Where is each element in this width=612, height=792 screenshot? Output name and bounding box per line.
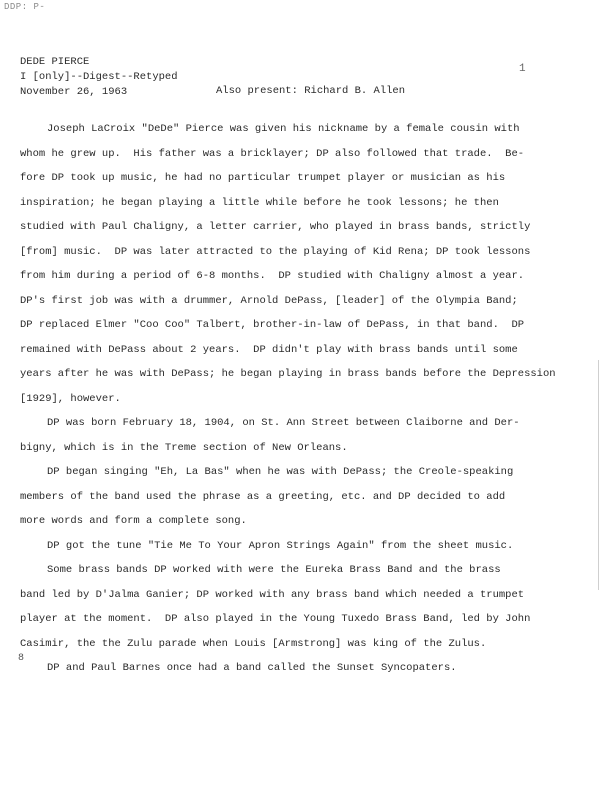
body-line: remained with DePass about 2 years. DP didn't play with brass bands until some	[20, 343, 518, 356]
body-line: fore DP took up music, he had no particular trumpet player or musician as his	[20, 172, 506, 184]
body-line: members of the band used the phrase as a greeting, etc. and DP decided to add	[20, 490, 506, 503]
body-line: [1929], however.	[20, 392, 121, 405]
body-line: DP replaced Elmer "Coo Coo" Talbert, brother-in-law of DePass, in that band. DP	[20, 319, 525, 331]
body-line: DP and Paul Barnes once had a band called the Sunset Syncopaters.	[47, 662, 457, 674]
body-line: player at the moment. DP also played in the Young Tuxedo Brass Band, led by John	[20, 613, 531, 625]
header-date: November 26, 1963	[20, 86, 128, 98]
scan-edge-line	[598, 360, 599, 590]
body-text	[20, 122, 556, 686]
body-line: DP began singing "Eh, La Bas" when he was with DePass; the Creole-speaking	[47, 466, 514, 478]
header-subject: I [only]--Digest--Retyped	[20, 71, 178, 83]
margin-mark: 8	[18, 653, 25, 664]
header-name: DEDE PIERCE	[20, 56, 90, 68]
page-number: 1	[519, 63, 526, 75]
body-line: band led by D'Jalma Ganier; DP worked with any brass band which needed a trumpet	[20, 588, 525, 601]
body-line: inspiration; he began playing a little while before he took lessons; he then	[20, 196, 499, 209]
body-line: Casimir, the the Zulu parade when Louis [Armstrong] was king of the Zulus.	[20, 637, 487, 650]
body-line: DP got the tune "Tie Me To Your Apron Strings Again" from the sheet music.	[47, 539, 514, 552]
body-line: DP was born February 18, 1904, on St. Ann Street between Claiborne and Der-	[47, 417, 520, 429]
document-header	[20, 55, 178, 100]
also-present: Also present: Richard B. Allen	[216, 85, 406, 97]
body-line: DP's first job was with a drummer, Arnold DePass, [leader] of the Olympia Band;	[20, 294, 518, 307]
body-line: years after he was with DePass; he began playing in brass bands before the Depression	[20, 368, 556, 380]
body-line: studied with Paul Chaligny, a letter carrier, who played in brass bands, strictly	[20, 221, 531, 233]
body-line: from him during a period of 6-8 months. DP studied with Chaligny almost a year.	[20, 270, 525, 282]
body-line: Joseph LaCroix "DeDe" Pierce was given his nickname by a female cousin with	[47, 123, 520, 135]
body-line: Some brass bands DP worked with were the Eureka Brass Band and the brass	[47, 564, 501, 576]
body-line: more words and form a complete song.	[20, 515, 247, 527]
body-line: whom he grew up. His father was a bricklayer; DP also followed that trade. Be-	[20, 147, 525, 160]
corner-mark: DDP: P-	[4, 2, 46, 12]
body-line: bigny, which is in the Treme section of New Orleans.	[20, 441, 348, 454]
body-line: [from] music. DP was later attracted to the playing of Kid Rena; DP took lessons	[20, 245, 531, 258]
